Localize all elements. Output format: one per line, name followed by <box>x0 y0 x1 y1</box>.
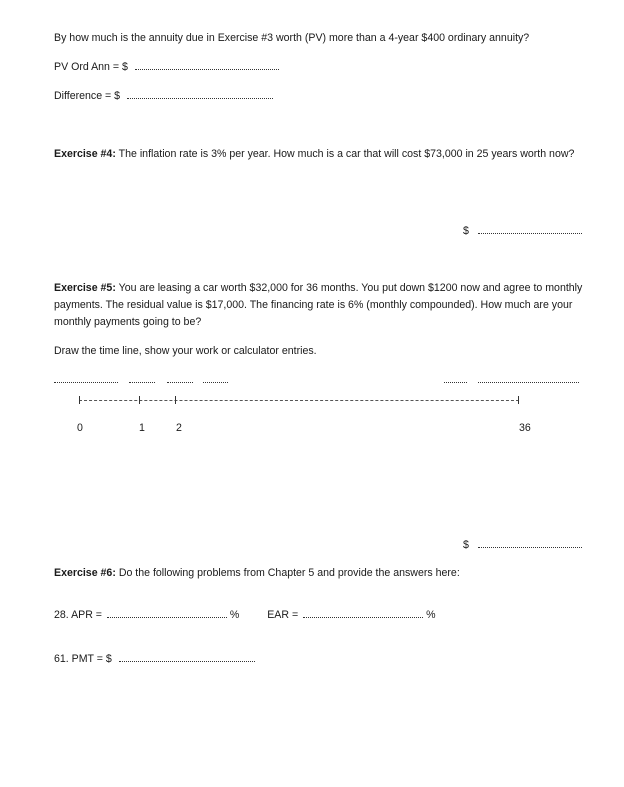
ear-percent: % <box>426 609 436 621</box>
exercise-6-text: Do the following problems from Chapter 5 and provide the answers here: <box>118 567 460 579</box>
timeline-tick-0 <box>79 396 80 404</box>
timeline-cashflow-blank-1[interactable] <box>129 382 155 383</box>
difference-label: Difference = $ <box>54 90 121 102</box>
exercise-5-text: You are leasing a car worth $32,000 for 36 months. You put down $1200 now and agree to monthly payments. The residual value is $17,000. The financing rate is 6% (monthly compounded). How much are your monthly payments going to be? <box>54 282 583 328</box>
timeline-cashflow-blank-3[interactable] <box>203 382 228 383</box>
timeline-axis <box>79 400 519 401</box>
timeline-cashflow-blank-35[interactable] <box>444 382 467 383</box>
pmt-label: 61. PMT = $ <box>54 653 112 665</box>
apr-label: 28. APR = <box>54 609 102 621</box>
exercise-6-prompt <box>54 567 460 580</box>
timeline-cashflow-blank-36[interactable] <box>478 382 579 383</box>
apr-ear-row <box>54 608 435 622</box>
timeline-tick-1 <box>139 396 140 404</box>
timeline-cashflow-blank-0[interactable] <box>54 382 118 383</box>
difference-row <box>54 89 273 103</box>
timeline-cashflow-blank-2[interactable] <box>167 382 193 383</box>
ear-blank[interactable] <box>303 608 423 618</box>
exercise-6-heading: Exercise #6: <box>54 567 116 579</box>
apr-blank[interactable] <box>107 608 227 618</box>
difference-blank[interactable] <box>127 89 273 99</box>
pmt-row <box>54 652 255 666</box>
q3-question: By how much is the annuity due in Exercise #3 worth (PV) more than a 4-year $400 ordinary annuity? <box>54 32 530 44</box>
timeline-label-0: 0 <box>77 422 83 434</box>
exercise-4-prompt <box>54 146 594 163</box>
exercise-5-answer-row <box>463 538 582 552</box>
timeline-tick-36 <box>518 396 519 404</box>
apr-percent: % <box>229 609 240 621</box>
exercise-5-answer-blank[interactable] <box>478 538 582 548</box>
timeline-label-1: 1 <box>139 422 145 434</box>
pmt-blank[interactable] <box>119 652 255 662</box>
timeline-label-2: 2 <box>176 422 182 434</box>
ear-label: EAR = <box>267 609 299 621</box>
exercise-4-answer-label: $ <box>463 225 469 237</box>
pv-ord-ann-row <box>54 60 279 74</box>
exercise-5-instruction: Draw the time line, show your work or calculator entries. <box>54 345 317 357</box>
exercise-4-text: The inflation rate is 3% per year. How much is a car that will cost $73,000 in 25 years worth now? <box>118 148 575 160</box>
exercise-4-answer-blank[interactable] <box>478 224 582 234</box>
exercise-5-heading: Exercise #5: <box>54 282 116 294</box>
exercise-4-answer-row <box>463 224 582 238</box>
timeline-label-36: 36 <box>519 422 531 434</box>
pv-ord-ann-blank[interactable] <box>135 60 279 70</box>
exercise-5-prompt <box>54 280 594 331</box>
pv-ord-ann-label: PV Ord Ann = $ <box>54 61 128 73</box>
exercise-4-heading: Exercise #4: <box>54 148 116 160</box>
exercise-5-answer-label: $ <box>463 539 469 551</box>
timeline-tick-2 <box>175 396 176 404</box>
